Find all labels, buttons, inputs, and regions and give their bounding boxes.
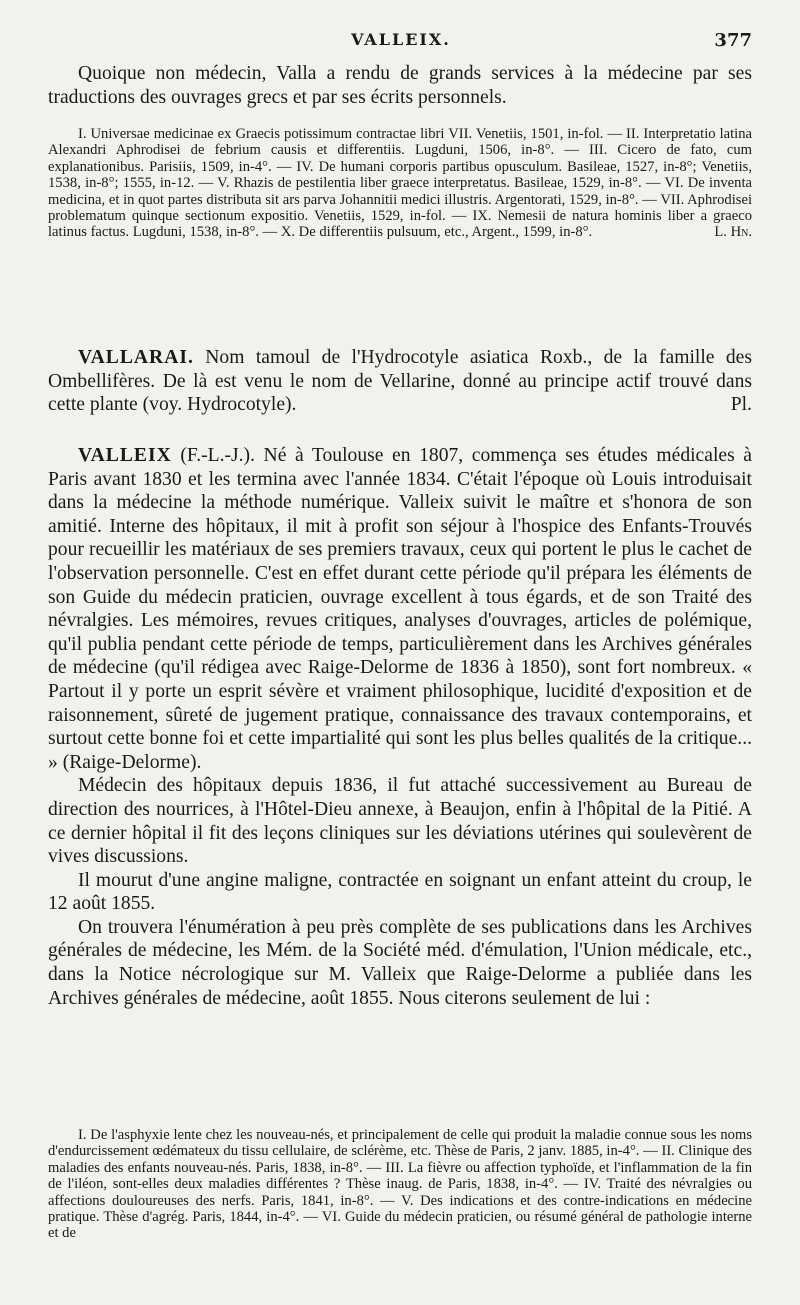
valla-bibliography [48, 126, 752, 241]
valleix-bibliography [48, 1127, 752, 1242]
valla-intro [48, 62, 752, 109]
running-title: VALLEIX. [351, 30, 451, 49]
valleix-paragraph-2: Médecin des hôpitaux depuis 1836, il fut attaché successivement au Bureau de direction des nourrices, à l'Hôtel-Dieu annexe, à Beaujon, enfin à l'hôpital de la Pitié. A ce dernier hôpital il fit des leçons cliniques sur les déviations utérines qui soulevèrent de vives discussions. [48, 775, 752, 868]
page-number: 377 [714, 30, 752, 51]
valleix-headword: VALLEIX [78, 445, 172, 466]
valla-intro-text: Quoique non médecin, Valla a rendu de grands services à la médecine par ses traductions des ouvrages grecs et par ses écrits personnels. [48, 63, 752, 108]
vallarai-paragraph [48, 346, 752, 417]
vallarai-text: Nom tamoul de l'Hydrocotyle asiatica Roxb., de la famille des Ombellifères. De là est venu le nom de Vellarine, donné au principe actif trouvé dans cette plante (voy. Hydrocotyle). [48, 347, 752, 416]
valleix-paragraph-3: Il mourut d'une angine maligne, contractée en soignant un enfant atteint du croup, le 12 août 1855. [48, 869, 752, 915]
valla-bibliography-text [48, 126, 752, 241]
entry-valleix [48, 444, 752, 1010]
valla-bibliography-items: I. Universae medicinae ex Graecis potissimum contractae libri VII. Venetiis, 1501, in-fol. — II. Interpretatio latina Alexandri Aphrodisei de febrium causis et differentiis. Lugduni, 1506, in-8°. — III. Cicero de fato, cum explanationibus. Parisiis, 1509, in-4°. — IV. De humani corporis partibus opusculum. Basileae, 1527, in-8°; Venetiis, 1538, in-8°; 1555, in-12. — V. Rhazis de pestilentia liber graece interpretatus. Basileae, 1529, in-8°. — VI. De inventa medicina, et in quot partes distributa sit ars parva Johannitii medici illustris. Argentorati, 1529, in-8°. — VII. Aphrodisei problematum quinque sectionum expositio. Venetiis, 1529, in-fol. — IX. Nemesii de natura hominis liber a graeco latinus factus. Lugduni, 1538, in-8°. — X. De differentiis pulsuum, etc., Argent., 1599, in-8°. [48, 126, 752, 241]
valleix-p1-text: (F.-L.-J.). Né à Toulouse en 1807, commença ses études médicales à Paris avant 1830 et les termina avec l'année 1834. C'était l'époque où Louis introduisait dans la médecine la méthode numérique. Valleix suivit le maître et s'honora de son amitié. Interne des hôpitaux, il mit à profit son séjour à l'hospice des Enfants-Trouvés pour recueillir les matériaux de ses premiers travaux, ceux qui portent le plus le cachet de l'observation personnelle. C'est en effet durant cette période qu'il prépara les éléments de son Guide du médecin praticien, ouvrage excellent à tous égards, et de son Traité des névralgies. Les mémoires, revues critiques, analyses d'ouvrages, articles de polémique, qu'il publia pendant cette période de temps, particulièrement dans les Archives générales de médecine (qu'il rédigea avec Raige-Delorme de 1836 à 1850), sont fort nombreux. « Partout il y porte un esprit sévère et vraiment philosophique, lucidité d'exposition et de raisonnement, sûreté de jugement pratique, connaissance des travaux contemporains, et surtout cette bonne foi et cette impartialité qui sont les plus belles qualités de la critique... » (Raige-Delorme). [48, 445, 752, 773]
vallarai-headword: VALLARAI. [78, 347, 194, 368]
valla-signature: L. Hn. [714, 224, 752, 241]
valleix-paragraph-4: On trouvera l'énumération à peu près complète de ses publications dans les Archives générales de médecine, les Mém. de la Société méd. d'émulation, l'Union médicale, etc., dans la Notice nécrologique sur M. Valleix que Raige-Delorme a publiée dans les Archives générales de médecine, août 1855. Nous citerons seulement de lui : [48, 916, 752, 1009]
valleix-bibliography-text: I. De l'asphyxie lente chez les nouveau-nés, et principalement de celle qui produit la maladie connue sous les noms d'endurcissement œdémateux du tissu cellulaire, de sclérème, etc. Thèse de Paris, 2 janv. 1885, in-4°. — II. Clinique des maladies des enfants nouveau-nés. Paris, 1838, in-8°. — III. La fièvre ou affection typhoïde, et l'inflammation de la fin de l'iléon, sont-elles deux maladies différentes ? Thèse inaug. de Paris, 1838, in-4°. — IV. Traité des névralgies ou affections douloureuses des nerfs. Paris, 1841, in-8°. — V. Des indications et des contre-indications en médecine pratique. Thèse d'agrég. Paris, 1844, in-4°. — VI. Guide du médecin praticien, ou résumé général de pathologie interne et de [48, 1127, 752, 1242]
vallarai-signature: Pl. [730, 394, 752, 416]
running-header [50, 30, 752, 60]
entry-vallarai [48, 346, 752, 417]
valleix-paragraph-1 [48, 444, 752, 774]
